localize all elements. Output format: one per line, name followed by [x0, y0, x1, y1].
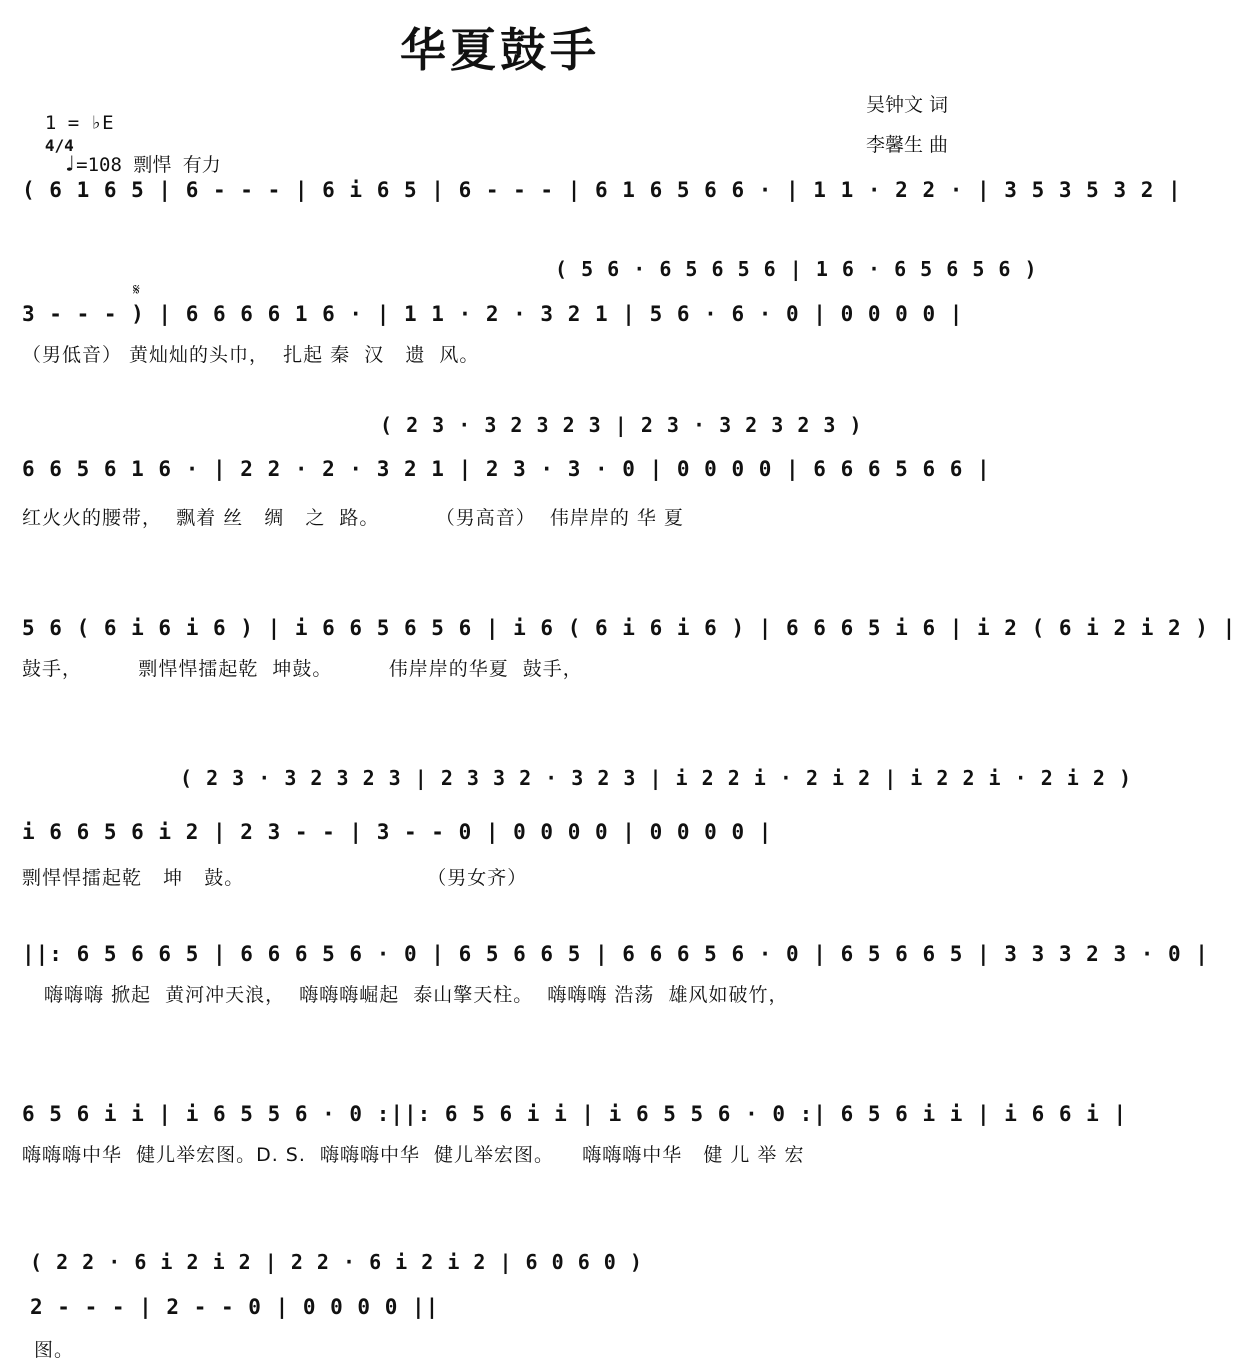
accompaniment-row-5: ( 2 3 · 3 2 3 2 3 | 2 3 3 2 · 3 2 3 | i 2 2 i · 2 i 2 | i 2 2 i · 2 i 2 )	[180, 766, 1132, 790]
key-label: 1 = ♭E	[44, 112, 114, 134]
notation-row-1: ( 6 1 6 5 | 6 - - - | 6 i 6 5 | 6 - - - | 6 1 6 5 6 6 · | 1 1 · 2 2 · | 3 5 3 5 3 2 |	[22, 178, 1182, 202]
lyrics-row-4: 鼓手， 剽悍悍擂起乾 坤鼓。 伟岸岸的华夏 鼓手，	[22, 658, 583, 680]
accompaniment-row-8: ( 2 2 · 6 i 2 i 2 | 2 2 · 6 i 2 i 2 | 6 0 6 0 )	[30, 1250, 643, 1274]
song-title: 华夏鼓手	[400, 23, 600, 77]
accompaniment-row-2: ( 5 6 · 6 5 6 5 6 | 1 6 · 6 5 6 5 6 )	[555, 257, 1038, 281]
tempo-marking	[40, 128, 221, 177]
lyrics-row-7: 嗨嗨嗨中华 健儿举宏图。D. S. 嗨嗨嗨中华 健儿举宏图。 嗨嗨嗨中华 健 儿 举 宏	[22, 1144, 805, 1166]
lyricist-credit: 吴钟文 词	[866, 94, 949, 116]
lyrics-row-8: 图。	[34, 1339, 75, 1361]
tempo-text: =108 剽悍 有力	[76, 154, 221, 176]
segno-icon: 𝄋	[133, 280, 140, 299]
lyrics-row-2: （男低音） 黄灿灿的头巾， 扎起 秦 汉 遗 风。	[22, 344, 480, 366]
lyrics-row-5: 剽悍悍擂起乾 坤 鼓。 （男女齐）	[22, 867, 528, 889]
notation-row-4: 5 6 ( 6 i 6 i 6 ) | i 6 6 5 6 5 6 | i 6 ( 6 i 6 i 6 ) | 6 6 6 5 i 6 | i 2 ( 6 i 2 i 2 ) |	[22, 616, 1236, 640]
notation-row-3: 6 6 5 6 1 6 · | 2 2 · 2 · 3 2 1 | 2 3 · 3 · 0 | 0 0 0 0 | 6 6 6 5 6 6 |	[22, 457, 991, 481]
notation-row-7: 6 5 6 i i | i 6 5 5 6 · 0 :||: 6 5 6 i i | i 6 5 5 6 · 0 :| 6 5 6 i i | i 6 6 i |	[22, 1102, 1128, 1126]
notation-row-2: 3 - - - ) | 6 6 6 6 1 6 · | 1 1 · 2 · 3 2 1 | 5 6 · 6 · 0 | 0 0 0 0 |	[22, 302, 964, 326]
notation-row-6: ||: 6 5 6 6 5 | 6 6 6 5 6 · 0 | 6 5 6 6 5 | 6 6 6 5 6 · 0 | 6 5 6 6 5 | 3 3 3 2 3 · 0 |	[22, 942, 1209, 966]
lyrics-row-6: 嗨嗨嗨 掀起 黄河冲天浪， 嗨嗨嗨崛起 泰山擎天柱。 嗨嗨嗨 浩荡 雄风如破竹，	[44, 984, 789, 1006]
notation-row-5: i 6 6 5 6 i 2 | 2 3 - - | 3 - - 0 | 0 0 0 0 | 0 0 0 0 |	[22, 820, 773, 844]
composer-credit: 李馨生 曲	[866, 134, 949, 156]
notation-row-8: 2 - - - | 2 - - 0 | 0 0 0 0 ||	[30, 1295, 440, 1319]
quarter-note-icon: ♩	[62, 152, 77, 177]
lyrics-row-3: 红火火的腰带， 飘着 丝 绸 之 路。 （男高音） 伟岸岸的 华 夏	[22, 507, 684, 529]
time-signature: 4/4	[44, 136, 74, 155]
accompaniment-row-3: ( 2 3 · 3 2 3 2 3 | 2 3 · 3 2 3 2 3 )	[380, 413, 863, 437]
